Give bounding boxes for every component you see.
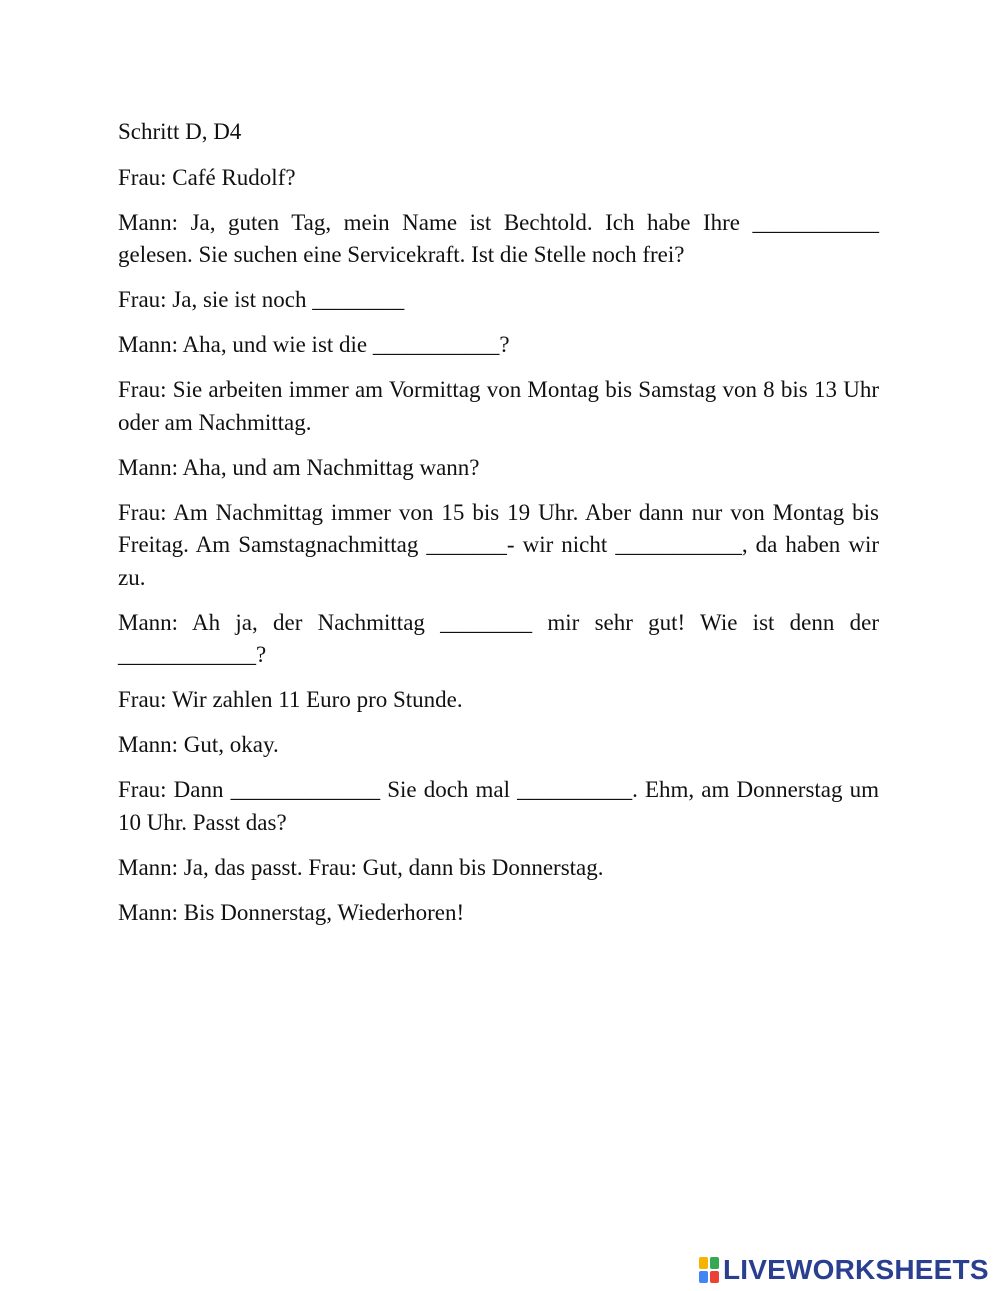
dialogue-line-10: Mann: Gut, okay. (118, 732, 279, 757)
dialogue-line-2: Mann: Ja, guten Tag, mein Name ist Bechtold. Ich habe Ihre ___________ gelesen. Sie suchen eine Servicekraft. Ist die Stelle noch frei? (118, 209, 879, 267)
dialogue-line-7: Frau: Am Nachmittag immer von 15 bis 19 Uhr. Aber dann nur von Montag bis Freitag. Am Samstagnachmittag _______- wir nicht ___________, da haben wir zu. (118, 499, 879, 590)
dialogue-line-1: Frau: Café Rudolf? (118, 164, 296, 190)
logo-square-yellow (699, 1257, 708, 1269)
liveworksheets-logo-text: LIVEWORKSHEETS (723, 1254, 989, 1285)
dialogue-line-13: Mann: Bis Donnerstag, Wiederhoren! (118, 899, 465, 925)
liveworksheets-logo-icon (698, 1256, 720, 1284)
logo-square-green (710, 1257, 719, 1269)
dialogue-line-3: Frau: Ja, sie ist noch ________ (118, 287, 405, 312)
dialogue-line-4: Mann: Aha, und wie ist die ___________? (118, 332, 510, 357)
worksheet-document (118, 116, 879, 942)
liveworksheets-watermark (698, 1255, 989, 1285)
dialogue-line-9: Frau: Wir zahlen 11 Euro pro Stunde. (118, 687, 463, 712)
dialogue-line-12: Mann: Ja, das passt. Frau: Gut, dann bis Donnerstag. (118, 854, 604, 880)
dialogue-line-6: Mann: Aha, und am Nachmittag wann? (118, 454, 480, 480)
logo-square-blue (699, 1271, 708, 1283)
dialogue-line-5: Frau: Sie arbeiten immer am Vormittag von Montag bis Samstag von 8 bis 13 Uhr oder am Nachmittag. (118, 377, 879, 435)
worksheet-title: Schritt D, D4 (118, 119, 242, 144)
dialogue-line-11: Frau: Dann _____________ Sie doch mal __________. Ehm, am Donnerstag um 10 Uhr. Passt das? (118, 777, 879, 835)
dialogue-line-8: Mann: Ah ja, der Nachmittag ________ mir sehr gut! Wie ist denn der ____________? (118, 609, 879, 667)
logo-square-red (710, 1271, 719, 1283)
